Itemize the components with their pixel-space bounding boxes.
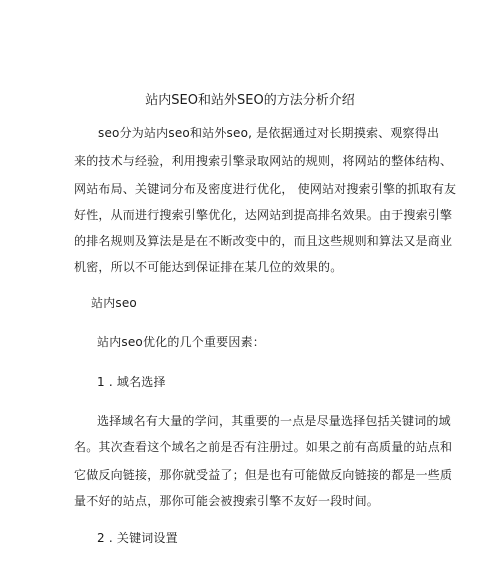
intro-line-2: 来的技术与经验，利用搜索引擎录取网站的规则，将网站的整体结构、 [74,154,453,168]
intro-line-3: 网站布局、关键词分布及密度进行优化， 使网站对搜索引擎的抓取有友 [74,182,457,196]
item1-line-2: 名。其次查看这个域名之前是否有注册过。如果之前有高质量的站点和 [74,440,453,454]
intro-line-4: 好性，从而进行搜索引擎优化，达网站到提高排名效果。由于搜索引擎 [74,208,453,222]
item1-heading: 1 . 域名选择 [97,375,166,389]
item1-line-4: 量不好的站点，那你可能会被搜索引擎不友好一段时间。 [74,494,380,508]
intro-line-1: seo分为站内seo和站外seo, 是依据通过对长期摸索、观察得出 [98,126,440,140]
document-title: 站内SEO和站外SEO的方法分析介绍 [145,93,355,108]
section-intro: 站内seo优化的几个重要因素： [97,335,265,349]
intro-line-5: 的排名规则及算法是是在不断改变中的，而且这些规则和算法又是商业 [74,234,453,248]
item1-line-3: 它做反向链接，那你就受益了；但是也有可能做反向链接的都是一些质 [74,468,453,482]
section-heading: 站内seo [91,296,137,310]
item1-line-1: 选择域名有大量的学问，其重要的一点是尽量选择包括关键词的域 [97,414,451,428]
intro-line-6: 机密，所以不可能达到保证排在某几位的效果的。 [74,260,343,274]
item2-heading: 2 . 关键词设置 [97,531,178,545]
